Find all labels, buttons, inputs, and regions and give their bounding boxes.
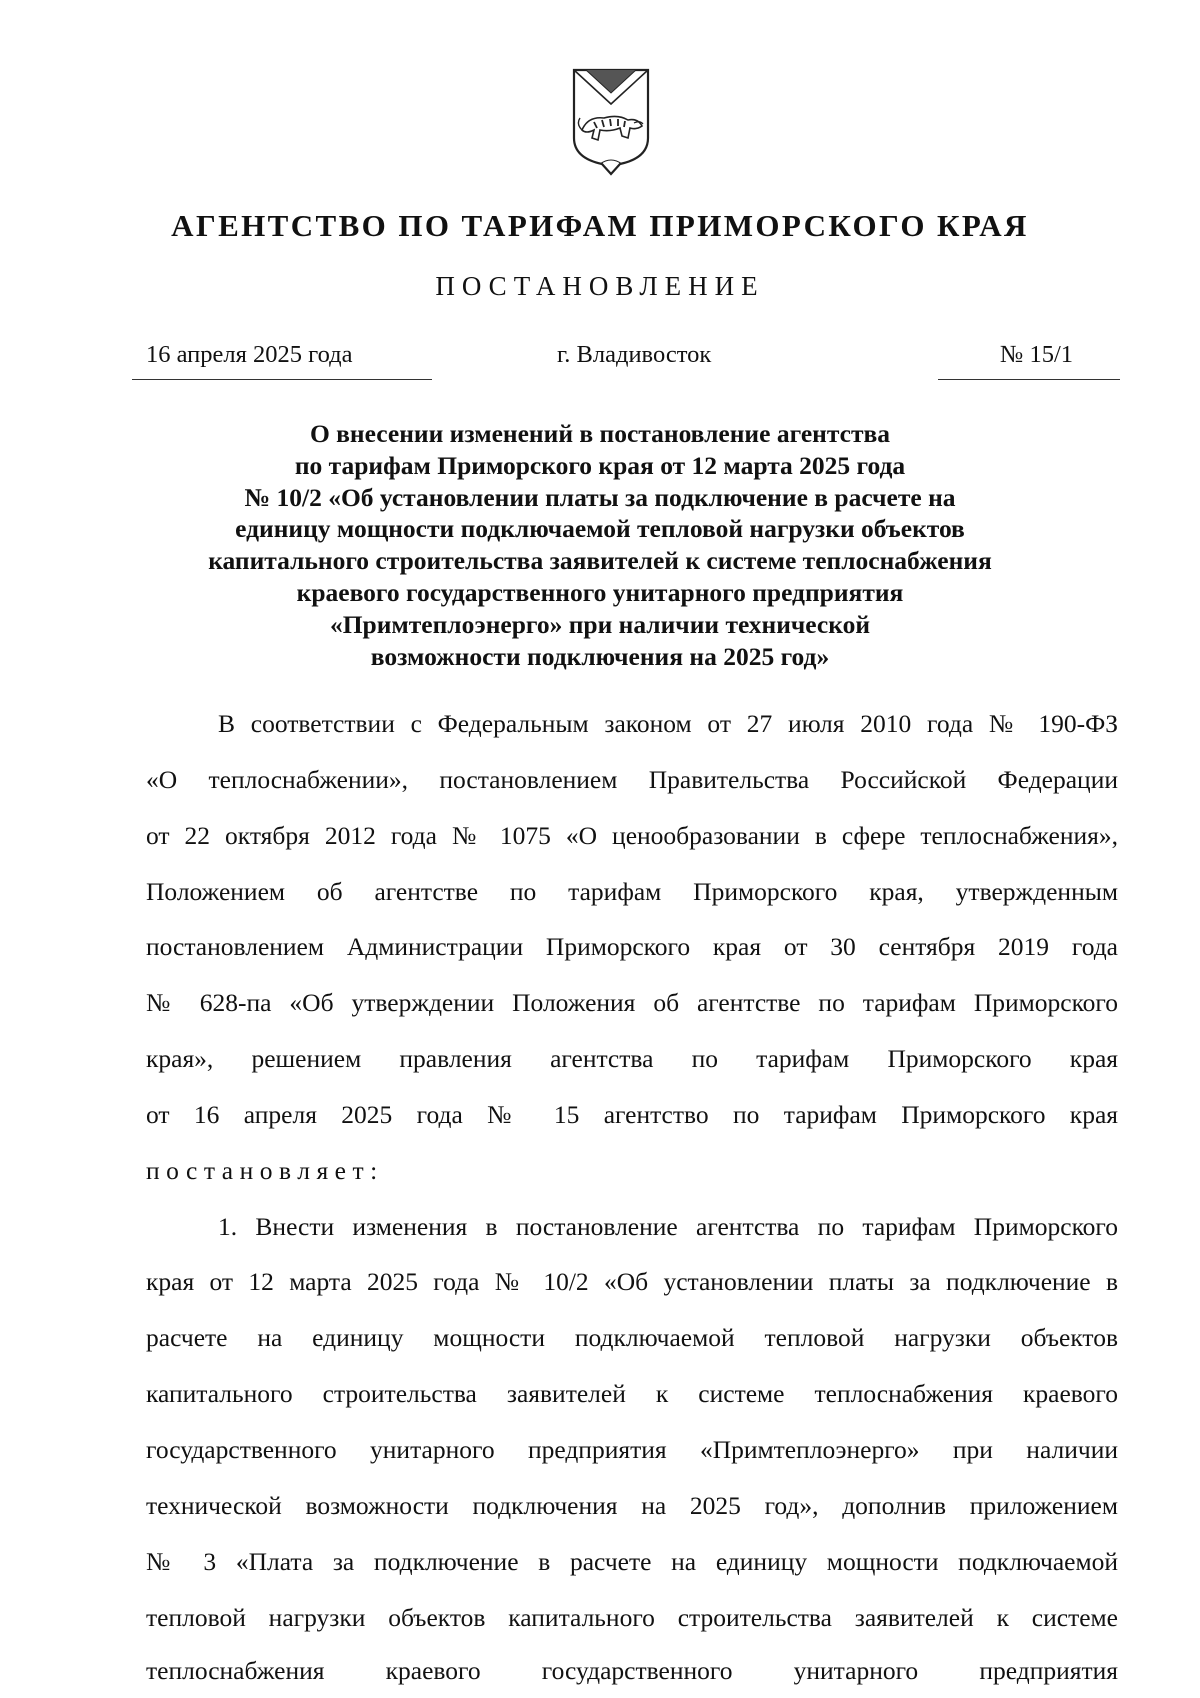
coat-of-arms-emblem [570, 66, 652, 178]
date-underline [132, 379, 432, 380]
body-line: от 22 октября 2012 года № 1075 «О ценообразовании в сфере теплоснабжения», [146, 821, 1118, 850]
heading-line: «Примтеплоэнерго» при наличии технической [329, 609, 871, 639]
agency-title: АГЕНТСТВО ПО ТАРИФАМ ПРИМОРСКОГО КРАЯ [171, 208, 1029, 243]
body-line: от 16 апреля 2025 года № 15 агентство по тарифам Приморского края [146, 1100, 1118, 1129]
body-line: 1. Внести изменения в постановление агентства по тарифам Приморского [218, 1212, 1118, 1241]
document-date: 16 апреля 2025 года [146, 341, 353, 368]
number-underline [938, 379, 1120, 380]
heading-line: краевого государственного унитарного предприятия [296, 577, 904, 607]
document-number: № 15/1 [1000, 341, 1074, 368]
body-line: капитального строительства заявителей к системе теплоснабжения краевого [146, 1379, 1118, 1408]
body-line: № 3 «Плата за подключение в расчете на единицу мощности подключаемой [146, 1547, 1118, 1576]
body-line: тепловой нагрузки объектов капитального строительства заявителей к системе [146, 1603, 1118, 1632]
body-line: № 628-па «Об утверждении Положения об агентстве по тарифам Приморского [146, 988, 1118, 1017]
body-line: «О теплоснабжении», постановлением Правительства Российской Федерации [146, 765, 1118, 794]
document-heading [130, 418, 1070, 672]
body-line: Положением об агентстве по тарифам Приморского края, утвержденным [146, 877, 1118, 906]
heading-line: единицу мощности подключаемой тепловой нагрузки объектов [235, 514, 965, 544]
heading-line: О внесении изменений в постановление агентства [309, 419, 891, 448]
body-line: расчете на единицу мощности подключаемой тепловой нагрузки объектов [146, 1323, 1118, 1352]
body-line: В соответствии с Федеральным законом от 27 июля 2010 года № 190-ФЗ [218, 709, 1118, 738]
body-line: края», решением правления агентства по тарифам Приморского края [146, 1044, 1118, 1073]
heading-line: по тарифам Приморского края от 12 марта 2025 года [294, 450, 906, 480]
heading-line: № 10/2 «Об установлении платы за подключение в расчете на [244, 482, 956, 512]
body-line: технической возможности подключения на 2025 год», дополнив приложением [146, 1491, 1118, 1520]
body-line: постановлением Администрации Приморского края от 30 сентября 2019 года [146, 932, 1118, 961]
heading-line: капитального строительства заявителей к системе теплоснабжения [208, 546, 992, 576]
body-line: теплоснабжения краевого государственного унитарного предприятия [146, 1656, 1118, 1685]
document-city: г. Владивосток [557, 341, 712, 368]
heading-line: возможности подключения на 2025 год» [370, 641, 830, 671]
document-type: ПОСТАНОВЛЕНИЕ [435, 271, 765, 301]
body-line-resolves: постановляет: [146, 1156, 384, 1185]
body-line: края от 12 марта 2025 года № 10/2 «Об установлении платы за подключение в [146, 1267, 1118, 1296]
body-line: государственного унитарного предприятия «Примтеплоэнерго» при наличии [146, 1435, 1118, 1464]
